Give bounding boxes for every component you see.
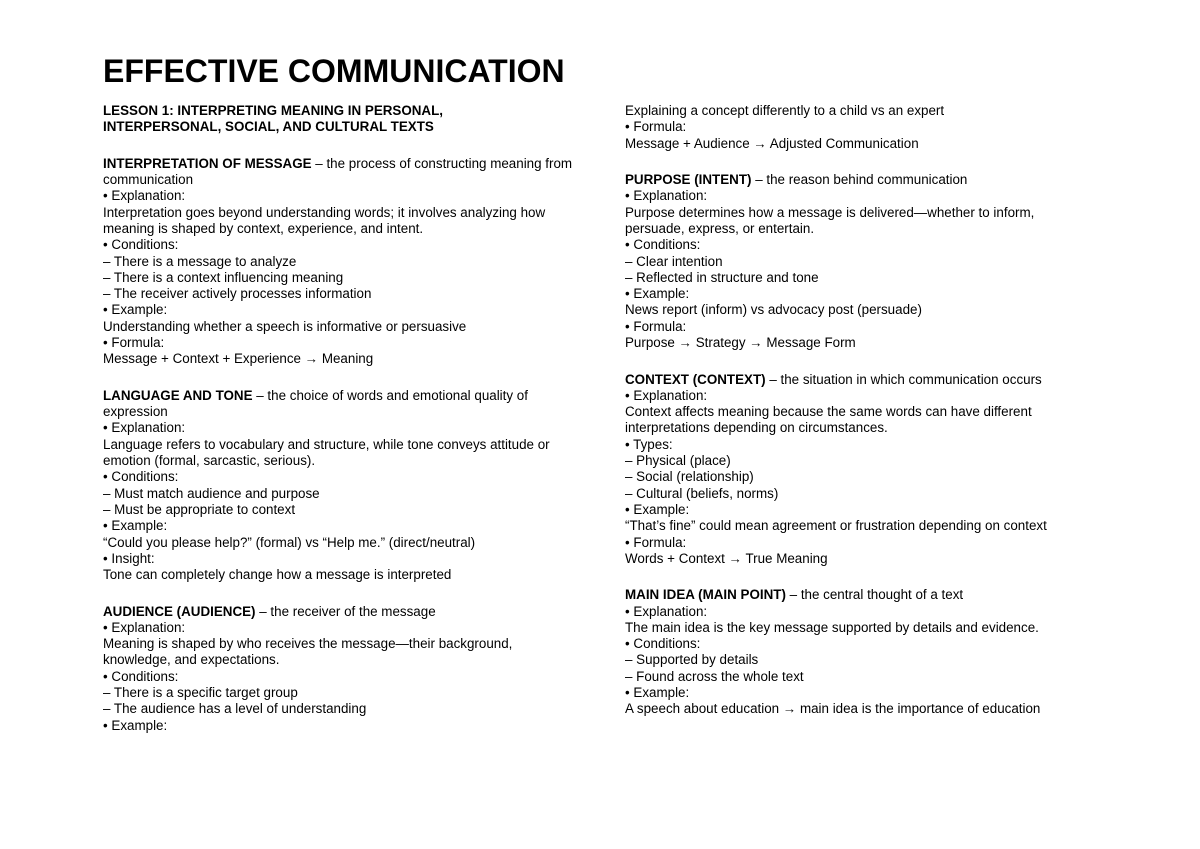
section-definition: – the reason behind communication <box>751 172 968 188</box>
section-term: INTERPRETATION OF MESSAGE <box>103 155 312 171</box>
section <box>625 172 1095 351</box>
section-line: – Found across the whole text <box>625 668 804 684</box>
spacer <box>103 368 583 388</box>
section-line: • Conditions: <box>103 237 179 253</box>
section-line: • Explanation: <box>103 619 186 635</box>
section-line: Interpretation goes beyond understanding words; it involves analyzing how meaning is shaped by context, experience, and intent. <box>103 204 549 236</box>
section <box>625 372 1095 568</box>
page-title: EFFECTIVE COMMUNICATION <box>103 53 565 89</box>
section-line: • Explanation: <box>625 387 708 403</box>
section-line: • Conditions: <box>625 237 701 253</box>
section-line: Language refers to vocabulary and structure, while tone conveys attitude or emotion (formal, sarcastic, serious). <box>103 436 554 469</box>
intro-line: Message + Audience → Adjusted Communication <box>625 135 919 151</box>
section-heading <box>625 372 1095 388</box>
section-term: LANGUAGE AND TONE <box>103 387 253 403</box>
left-column <box>103 103 583 734</box>
section-line: • Formula: <box>625 318 687 334</box>
section-line: “That’s fine” could mean agreement or frustration depending on context <box>625 518 1047 534</box>
section <box>103 388 583 584</box>
spacer <box>625 351 1095 371</box>
section-line: Meaning is shaped by who receives the message—their background, knowledge, and expectations. <box>103 636 517 668</box>
left-sections <box>103 156 583 734</box>
intro-line: Explaining a concept differently to a child vs an expert <box>625 103 945 118</box>
section-line: Message + Context + Experience → Meaning <box>103 351 374 367</box>
spacer <box>103 136 583 156</box>
section-term: PURPOSE (INTENT) <box>625 172 752 188</box>
spacer <box>625 567 1095 587</box>
section-line: – Cultural (beliefs, norms) <box>625 485 779 501</box>
right-column <box>625 103 1095 718</box>
section <box>625 587 1095 717</box>
lesson-title: LESSON 1: INTERPRETING MEANING IN PERSONAL, INTERPERSONAL, SOCIAL, AND CULTURAL TEXTS <box>103 103 444 135</box>
section-line: A speech about education → main idea is the importance of education <box>625 701 1041 717</box>
section-term: CONTEXT (CONTEXT) <box>625 371 766 387</box>
section-line: Context affects meaning because the same words can have different interpretations depending on circumstances. <box>625 404 1036 436</box>
section-line: Purpose determines how a message is delivered—whether to inform, persuade, express, or entertain. <box>625 204 1039 236</box>
intro-line: • Formula: <box>625 119 687 135</box>
section-heading <box>625 172 1095 188</box>
section-line: – The audience has a level of understanding <box>103 701 367 717</box>
section-line: – The receiver actively processes information <box>103 286 372 302</box>
section-line: – Physical (place) <box>625 453 731 469</box>
section-line: • Formula: <box>625 534 687 550</box>
section-heading <box>625 587 1095 603</box>
section-line: • Example: <box>103 518 168 534</box>
section-line: • Explanation: <box>625 603 708 619</box>
section-line: – There is a specific target group <box>103 685 298 701</box>
section-line: News report (inform) vs advocacy post (persuade) <box>625 302 922 318</box>
section-line: • Explanation: <box>103 420 186 436</box>
section-line: – There is a context influencing meaning <box>103 269 344 285</box>
section-definition: – the situation in which communication occurs <box>765 371 1042 387</box>
section-line: • Explanation: <box>625 188 708 204</box>
right-sections <box>625 172 1095 718</box>
section-line: – Supported by details <box>625 652 759 668</box>
section-line: • Example: <box>625 501 690 517</box>
section-line: • Insight: <box>103 550 155 566</box>
section-line: Purpose → Strategy → Message Form <box>625 335 856 351</box>
section-line: The main idea is the key message supported by details and evidence. <box>625 619 1039 635</box>
section <box>103 604 583 734</box>
section-line: – Must match audience and purpose <box>103 485 320 501</box>
section-heading <box>103 388 583 421</box>
section-definition: – the central thought of a text <box>785 587 964 603</box>
section-definition: – the receiver of the message <box>255 603 436 619</box>
section-definition: – the process of constructing meaning from communication <box>103 155 576 188</box>
section-line: “Could you please help?” (formal) vs “Help me.” (direct/neutral) <box>103 534 476 550</box>
spacer <box>625 152 1095 172</box>
right-intro <box>625 103 1095 152</box>
section-line: Words + Context → True Meaning <box>625 550 828 566</box>
section-line: – Social (relationship) <box>625 469 754 485</box>
section-term: MAIN IDEA (MAIN POINT) <box>625 587 786 603</box>
section-line: • Example: <box>625 286 690 302</box>
section-line: • Example: <box>625 685 690 701</box>
section-line: – Clear intention <box>625 253 723 269</box>
section-line: • Example: <box>103 302 168 318</box>
section-line: • Explanation: <box>103 188 186 204</box>
section-line: • Conditions: <box>103 668 179 684</box>
section-line: – There is a message to analyze <box>103 253 297 269</box>
section-line: Understanding whether a speech is informative or persuasive <box>103 318 467 334</box>
section-line: Tone can completely change how a message is interpreted <box>103 567 452 583</box>
section-heading <box>103 156 583 189</box>
section <box>103 156 583 368</box>
section-line: • Formula: <box>103 335 165 351</box>
section-term: AUDIENCE (AUDIENCE) <box>103 603 256 619</box>
section-line: • Types: <box>625 436 673 452</box>
section-line: – Must be appropriate to context <box>103 501 296 517</box>
section-line: • Conditions: <box>625 636 701 652</box>
section-definition: – the choice of words and emotional quality of expression <box>103 387 532 420</box>
section-heading <box>103 604 583 620</box>
section-line: – Reflected in structure and tone <box>625 269 819 285</box>
spacer <box>103 583 583 603</box>
section-line: • Example: <box>103 717 168 733</box>
section-line: • Conditions: <box>103 469 179 485</box>
